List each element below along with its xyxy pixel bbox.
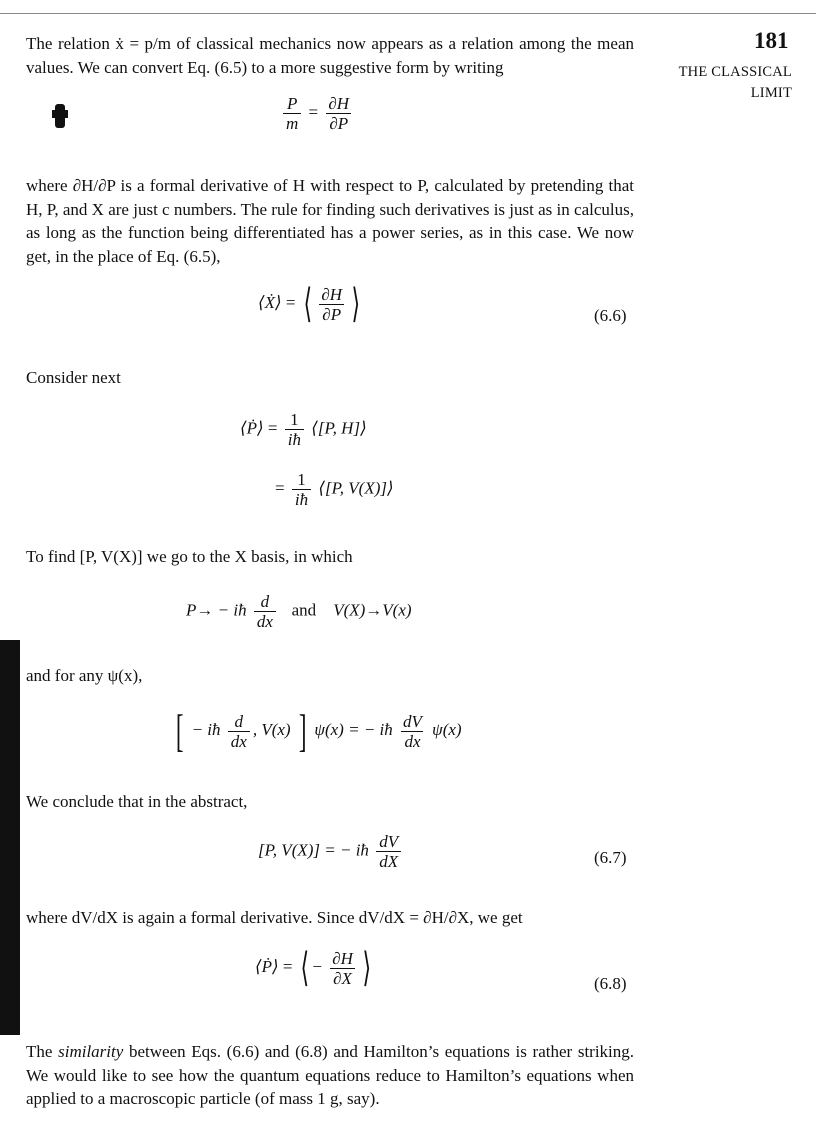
paragraph-6: We conclude that in the abstract,	[26, 792, 248, 811]
fraction: $\frac{\partial H}{\partial P}$	[325, 94, 352, 133]
paragraph-8: The similarity between Eqs. (6.6) and (6.8) and Hamilton’s equations is rather striking. We would like to see how the quantum equations reduce to Hamilton’s equations when applied to a macroscopic particle (of mass 1 g, say).	[26, 1042, 635, 1108]
equation-6-6: ⟨Ẋ⟩ = ⟨ $\frac{\partial H}{\partial P}$ ⟩	[258, 281, 361, 326]
paragraph-3: Consider next	[26, 368, 121, 387]
scan-blot	[52, 110, 68, 118]
fraction: $\frac{P}{m}$	[283, 94, 301, 133]
running-head-line1: THE CLASSICAL	[678, 64, 792, 80]
scan-edge-shadow	[0, 640, 20, 1035]
paragraph-7: where dV/dX is again a formal derivative. Since dV/dX = ∂H/∂X, we get	[26, 908, 523, 927]
equation-pdot-1: ⟨Ṗ⟩ = $\frac{1}{iħ}$ ⟨[P, H]⟩	[240, 410, 367, 449]
equation-6-7: [P, V(X)] = − iħ $\frac{dV}{dX}$	[258, 832, 404, 871]
paragraph-5: and for any ψ(x),	[26, 666, 143, 685]
page-number: 181	[754, 28, 789, 53]
equation-x-basis: P→ − iħ $\frac{d}{dx}$ and V(X)→V(x)	[186, 592, 412, 631]
equation-number-6-8: (6.8)	[594, 974, 627, 993]
equation-pdot-2: = $\frac{1}{iħ}$ ⟨[P, V(X)]⟩	[275, 470, 394, 509]
equation-6-8: ⟨Ṗ⟩ = ⟨ − $\frac{\partial H}{\partial X}$ ⟩	[255, 945, 371, 990]
equation-p-over-m: $\frac{P}{m}$ = $\frac{\partial H}{\partial P}$	[280, 94, 355, 133]
running-head-line2: LIMIT	[750, 85, 792, 101]
paragraph-2: where ∂H/∂P is a formal derivative of H with respect to P, calculated by pretending that H, P, and X are just c numbers. The rule for finding such derivatives is just as in calculus, as long as the function being differentiated has a power series, as in this case. We now get, in the place of Eq. (6.5),	[26, 176, 634, 266]
equation-commutator: [ − iħ $\frac{d}{dx}$ , V(x) ] ψ(x) = − iħ $\frac{dV}{dx}$ ψ(x)	[175, 705, 462, 756]
running-head	[676, 62, 792, 104]
equation-number-6-7: (6.7)	[594, 848, 627, 867]
paragraph-4: To find [P, V(X)] we go to the X basis, in which	[26, 547, 353, 566]
emphasis: similarity	[58, 1042, 124, 1061]
header-rule	[0, 13, 816, 14]
equation-number-6-6: (6.6)	[594, 306, 627, 325]
paragraph-1: The relation ẋ = p/m of classical mechanics now appears as a relation among the mean values. We can convert Eq. (6.5) to a more suggestive form by writing	[26, 34, 634, 77]
